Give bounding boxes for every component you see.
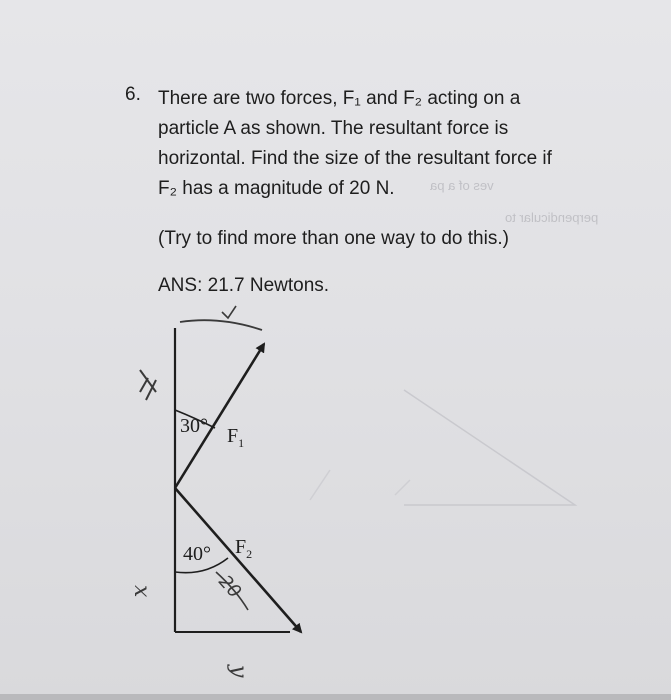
handwritten-y: y [226,665,251,678]
force-f1-label: $F_1$ [227,425,245,450]
answer-text: ANS: 21.7 Newtons. [158,275,330,296]
handwritten-20: 20 [214,571,246,603]
bleed-through-text: ves of a pa [430,178,494,193]
force-f2-label: $F_2$ [235,536,253,561]
question-line: horizontal. Find the size of the resultant force if [158,148,552,169]
pencil-doodle [140,370,156,400]
pencil-arc-top [180,320,262,330]
question-line: There are two forces, F₁ and F₂ acting on a [158,88,521,109]
faint-pencil-triangle [404,390,575,505]
faint-pencil-marks [310,470,410,500]
handwritten-x: x [129,585,154,598]
hint-text: (Try to find more than one way to do this.) [158,228,509,249]
angle-40-label: 40° [183,543,211,565]
pencil-tick [222,306,236,318]
angle-30-label: 30° [180,415,208,437]
question-number: 6. [125,84,141,105]
question-line: particle A as shown. The resultant force is [158,118,509,139]
bleed-through-text: perpendicular to [505,210,599,225]
question-line: F₂ has a magnitude of 20 N. [158,178,395,199]
